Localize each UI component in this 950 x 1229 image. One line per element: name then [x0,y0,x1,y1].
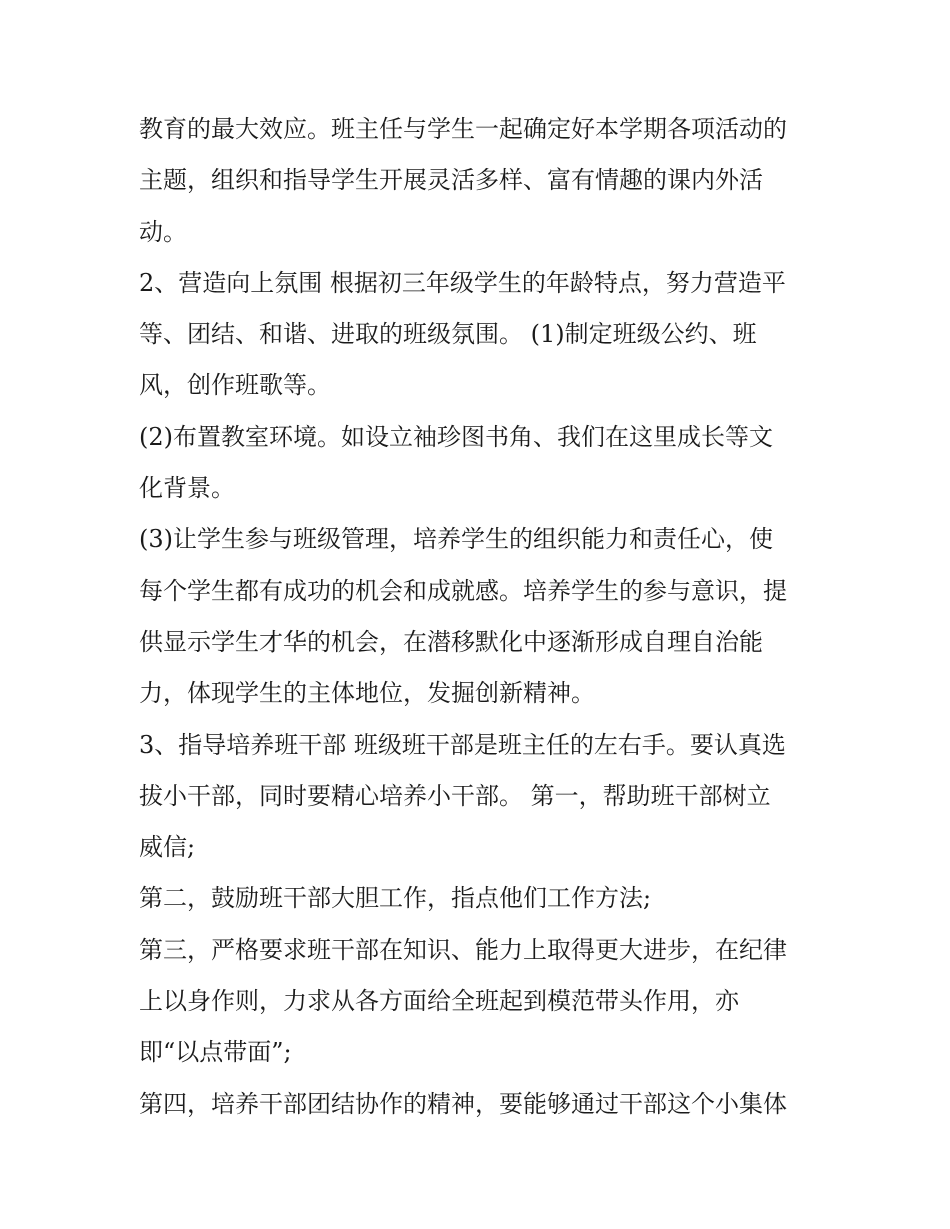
text-line: 风，创作班歌等。 [139,371,331,400]
text-line: 拔小干部，同时要精心培养小干部。 第一，帮助班干部树立 [139,781,771,810]
text-line: 2、营造向上氛围 根据初三年级学生的年龄特点，努力营造平 [139,268,786,297]
text-line: 威信; [139,833,196,862]
text-line: 即“以点带面”; [139,1038,292,1067]
text-line: 第四，培养干部团结协作的精神，要能够通过干部这个小集体 [139,1089,787,1118]
text-line: 第二，鼓励班干部大胆工作，指点他们工作方法; [139,884,652,913]
text-line: 力，体现学生的主体地位，发掘创新精神。 [139,679,595,708]
text-line: 第三，严格要求班干部在知识、能力上取得更大进步，在纪律 [139,935,787,964]
text-line: 主题，组织和指导学生开展灵活多样、富有情趣的课内外活 [139,166,763,195]
text-line: 3、指导培养班干部 班级班干部是班主任的左右手。要认真选 [139,730,786,759]
text-line: (3)让学生参与班级管理，培养学生的组织能力和责任心，使 [139,525,773,554]
text-line: (2)布置教室环境。如设立袖珍图书角、我们在这里成长等文 [139,422,773,451]
text-line: 供显示学生才华的机会，在潜移默化中逐渐形成自理自治能 [139,627,763,656]
text-line: 上以身作则，力求从各方面给全班起到模范带头作用，亦 [139,987,739,1016]
text-line: 化背景。 [139,474,235,503]
text-line: 等、团结、和谐、进取的班级氛围。 (1)制定班级公约、班 [139,320,757,349]
text-line: 教育的最大效应。班主任与学生一起确定好本学期各项活动的 [139,115,787,143]
body-text [139,104,819,1130]
text-line: 每个学生都有成功的机会和成就感。培养学生的参与意识，提 [139,576,787,605]
text-line: 动。 [139,217,187,246]
